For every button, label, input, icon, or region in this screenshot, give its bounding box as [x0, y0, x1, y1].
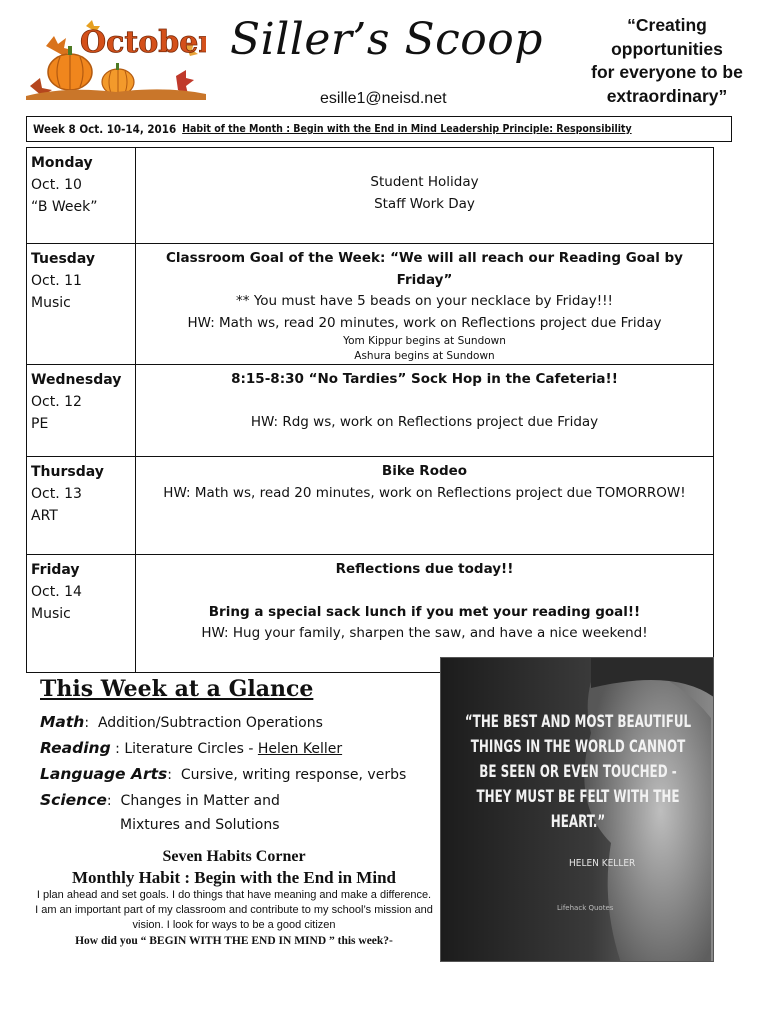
quote-author: HELEN KELLER [569, 858, 636, 869]
day-date: Oct. 14 [31, 584, 82, 600]
subject-text: Cursive, writing response, verbs [180, 767, 407, 783]
headline-line: Bike Rodeo [381, 463, 468, 479]
day-special: Music [31, 295, 71, 311]
day-content [136, 457, 714, 555]
schedule-row-thursday [27, 457, 714, 555]
note-line: Ashura begins at Sundown [354, 350, 495, 362]
content-line: Student Holiday [370, 174, 479, 190]
week-label: Week 8 Oct. 10-14, 2016 [33, 122, 177, 136]
day-name: Monday [31, 155, 93, 171]
day-special: Music [31, 606, 71, 622]
subject-label: Reading [40, 739, 111, 757]
seven-habits-corner [30, 846, 438, 949]
subject-label: Math [40, 713, 85, 731]
quote-text: “THE BEST AND MOST BEAUTIFUL THINGS IN THE WORLD CANNOT BE SEEN OR EVEN TOUCHED - THEY MUST BE FELT WITH THE HEART.” [464, 712, 692, 832]
glance-title: This Week at a Glance [40, 676, 314, 702]
day-content [136, 244, 714, 365]
subject-label: Science [40, 791, 107, 809]
day-date: Oct. 12 [31, 394, 82, 410]
headline-line: Bring a special sack lunch if you met your reading goal!! [208, 603, 641, 620]
habits-heading: Seven Habits Corner [162, 848, 306, 865]
day-date: Oct. 10 [31, 177, 82, 193]
day-special: “B Week” [31, 199, 98, 215]
week-at-a-glance [40, 676, 430, 836]
day-date: Oct. 11 [31, 273, 82, 289]
day-cell [27, 244, 136, 365]
headline-line: Reflections due today!! [335, 561, 514, 577]
day-cell [27, 457, 136, 555]
day-name: Thursday [31, 464, 104, 480]
day-cell [27, 148, 136, 244]
motto [572, 14, 762, 108]
motto-line: opportunities [611, 38, 723, 59]
habit-description: I plan ahead and set goals. I do things that have meaning and make a difference. I am an important part of my classroom and contribute to my school’s mission and vision. I look for ways to be a good citizen [35, 889, 433, 931]
day-cell [27, 555, 136, 673]
subject-science: Science: Changes in Matter and [40, 791, 280, 809]
headline-line: 8:15-8:30 “No Tardies” Sock Hop in the Cafeteria!! [231, 371, 618, 387]
day-special: ART [31, 508, 58, 524]
subject-label: Language Arts [40, 765, 168, 783]
content-line: HW: Math ws, read 20 minutes, work on Reflections project due Friday [187, 314, 662, 331]
day-name: Wednesday [31, 372, 122, 388]
content-line: HW: Math ws, read 20 minutes, work on Reflections project due TOMORROW! [163, 484, 686, 501]
content-line: HW: Hug your family, sharpen the saw, and have a nice weekend! [201, 625, 648, 641]
weekly-schedule [26, 147, 714, 673]
day-name: Tuesday [31, 251, 95, 267]
content-line: HW: Rdg ws, work on Reflections project due Friday [250, 413, 599, 430]
schedule-row-friday [27, 555, 714, 673]
schedule-row-monday [27, 148, 714, 244]
day-cell [27, 365, 136, 457]
motto-line: extraordinary” [606, 85, 728, 106]
october-logo [26, 16, 206, 100]
schedule-row-tuesday [27, 244, 714, 365]
week-banner [26, 116, 732, 142]
motto-line: “Creating [627, 15, 707, 35]
content-line: Staff Work Day [374, 195, 475, 212]
motto-line: for everyone to be [591, 62, 743, 82]
subject-text: Literature Circles - [124, 741, 258, 757]
quote-credit: Lifehack Quotes [557, 904, 614, 912]
page-title: Siller’s Scoop [230, 14, 543, 65]
subject-reading: Reading : Literature Circles - Helen Keller [40, 739, 343, 757]
monthly-habit: Monthly Habit : Begin with the End in Mind [71, 868, 396, 887]
subject-math: Math: Addition/Subtraction Operations [40, 713, 323, 731]
day-content [136, 365, 714, 457]
subject-text: Addition/Subtraction Operations [97, 715, 323, 731]
subject-text: Changes in Matter and [120, 793, 280, 809]
day-content [136, 555, 714, 673]
subject-text-continued: Mixtures and Solutions [120, 817, 280, 833]
habit-question: How did you “ BEGIN WITH THE END IN MIND ” this week?- [75, 935, 393, 947]
day-content [136, 148, 714, 244]
day-special: PE [31, 416, 49, 432]
quote-image [440, 657, 714, 962]
subject-language-arts: Language Arts: Cursive, writing response, verbs [40, 765, 407, 783]
goal-line: Classroom Goal of the Week: “We will all reach our Reading Goal by Friday” [166, 250, 683, 288]
contact-email[interactable]: esille1@neisd.net [320, 90, 447, 107]
day-date: Oct. 13 [31, 486, 82, 502]
day-name: Friday [31, 562, 80, 578]
note-line: Yom Kippur begins at Sundown [343, 335, 506, 347]
content-line: ** You must have 5 beads on your necklace by Friday!!! [236, 293, 613, 309]
subject-link: Helen Keller [257, 741, 343, 757]
schedule-row-wednesday [27, 365, 714, 457]
habit-of-month: Habit of the Month : Begin with the End in Mind Leadership Principle: Responsibility [182, 123, 632, 135]
october-logo-text: October [80, 25, 206, 60]
